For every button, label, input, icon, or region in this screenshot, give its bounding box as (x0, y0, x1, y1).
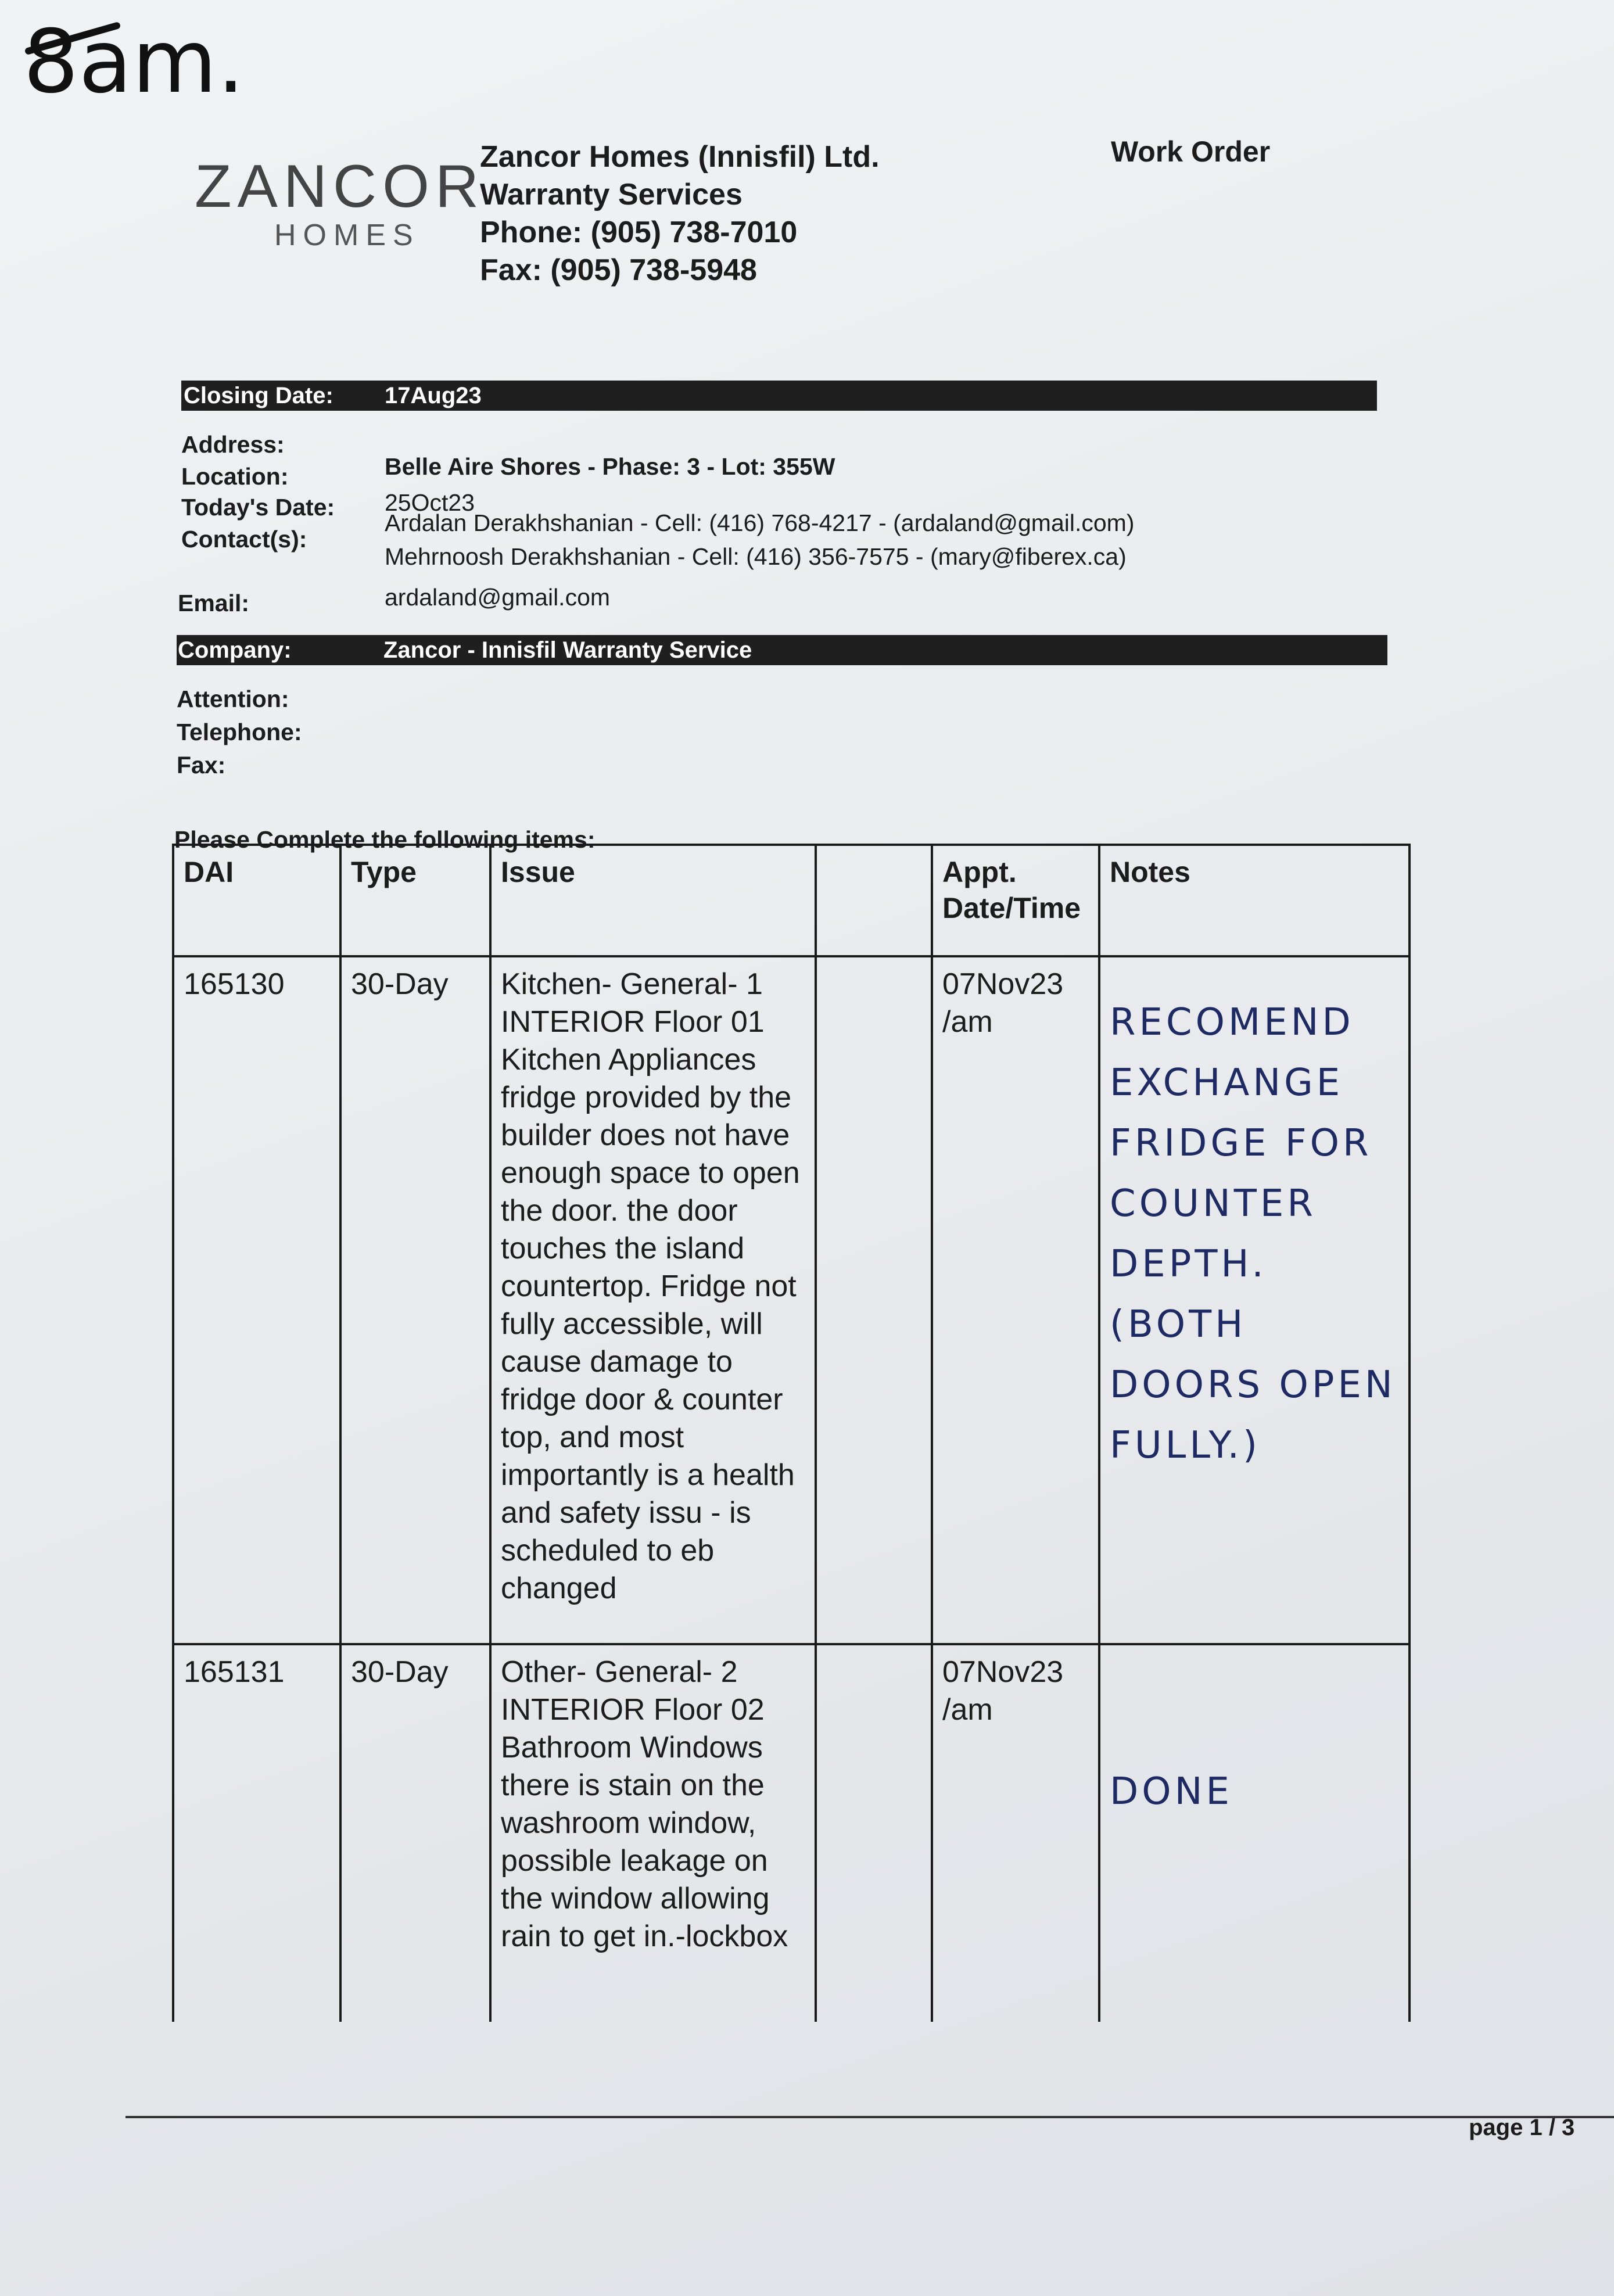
location-value: Belle Aire Shores - Phase: 3 - Lot: 355W (385, 453, 835, 480)
fax-label: Fax: (177, 752, 226, 779)
location-label: Location: (181, 463, 289, 490)
email-label: Email: (178, 590, 250, 616)
row-blank (816, 956, 932, 1644)
header-issue: Issue (490, 845, 816, 956)
header-blank (816, 845, 932, 956)
todays-date-value: 25Oct23 (385, 489, 475, 516)
footer-divider (125, 2116, 1614, 2118)
telephone-label: Telephone: (177, 719, 302, 745)
work-items-table (172, 844, 1411, 2022)
contacts-label: Contact(s): (181, 526, 307, 553)
closing-date-label: Closing Date: (184, 383, 333, 408)
contact-2: Mehrnoosh Derakhshanian - Cell: (416) 356-7575 - (mary@fiberex.ca) (385, 543, 1127, 570)
header-notes: Notes (1099, 845, 1409, 956)
header-type: Type (340, 845, 490, 956)
row-blank (816, 1644, 932, 2022)
row-issue: Kitchen- General- 1 INTERIOR Floor 01 Kitchen Appliances fridge provided by the builder does not have enough space to open the door. the door touches the island countertop. Fridge not fully accessible, will cause damage to fridge door & counter top, and most importantly is a health and safety issu - is scheduled to eb changed (490, 956, 816, 1644)
header-dai: DAI (173, 845, 340, 956)
document-title: Work Order (1111, 135, 1271, 168)
zancor-logo-sub: HOMES (274, 218, 420, 252)
closing-date-bar (181, 381, 1377, 411)
row-dai: 165131 (173, 1644, 340, 2022)
table-row (173, 1644, 1409, 2022)
row-appt: 07Nov23 /am (932, 1644, 1099, 2022)
contact-1: Ardalan Derakhshanian - Cell: (416) 768-4217 - (ardaland@gmail.com) (385, 510, 1135, 536)
handwritten-time-note: 8am. (23, 12, 245, 113)
row-issue: Other- General- 2 INTERIOR Floor 02 Bathroom Windows there is stain on the washroom window, possible leakage on the window allowing rain to get in.-lockbox (490, 1644, 816, 2022)
attention-label: Attention: (177, 686, 289, 712)
address-label: Address: (181, 431, 285, 458)
row-dai: 165130 (173, 956, 340, 1644)
header-appt: Appt. Date/Time (932, 845, 1099, 956)
page-number: page 1 / 3 (1469, 2115, 1575, 2140)
department-name: Warranty Services (480, 178, 743, 211)
table-header-row (173, 845, 1409, 956)
row-notes-handwritten: RECOMEND EXCHANGE FRIDGE FOR COUNTER DEPTH. (BOTH DOORS OPEN FULLY.) (1099, 956, 1409, 1644)
email-value: ardaland@gmail.com (385, 584, 611, 611)
row-notes-handwritten: DONE (1099, 1644, 1409, 2022)
company-label: Company: (178, 637, 292, 663)
row-type: 30-Day (340, 1644, 490, 2022)
zancor-logo: ZANCOR (195, 153, 485, 220)
todays-date-label: Today's Date: (181, 494, 335, 521)
company-bar (177, 635, 1387, 665)
company-phone: Phone: (905) 738-7010 (480, 216, 798, 249)
company-fax: Fax: (905) 738-5948 (480, 253, 757, 287)
closing-date-value: 17Aug23 (385, 383, 482, 408)
table-row (173, 956, 1409, 1644)
company-value: Zancor - Innisfil Warranty Service (383, 637, 752, 663)
instructions: Please Complete the following items: (174, 826, 596, 853)
company-name: Zancor Homes (Innisfil) Ltd. (480, 140, 880, 174)
row-appt: 07Nov23 /am (932, 956, 1099, 1644)
row-type: 30-Day (340, 956, 490, 1644)
